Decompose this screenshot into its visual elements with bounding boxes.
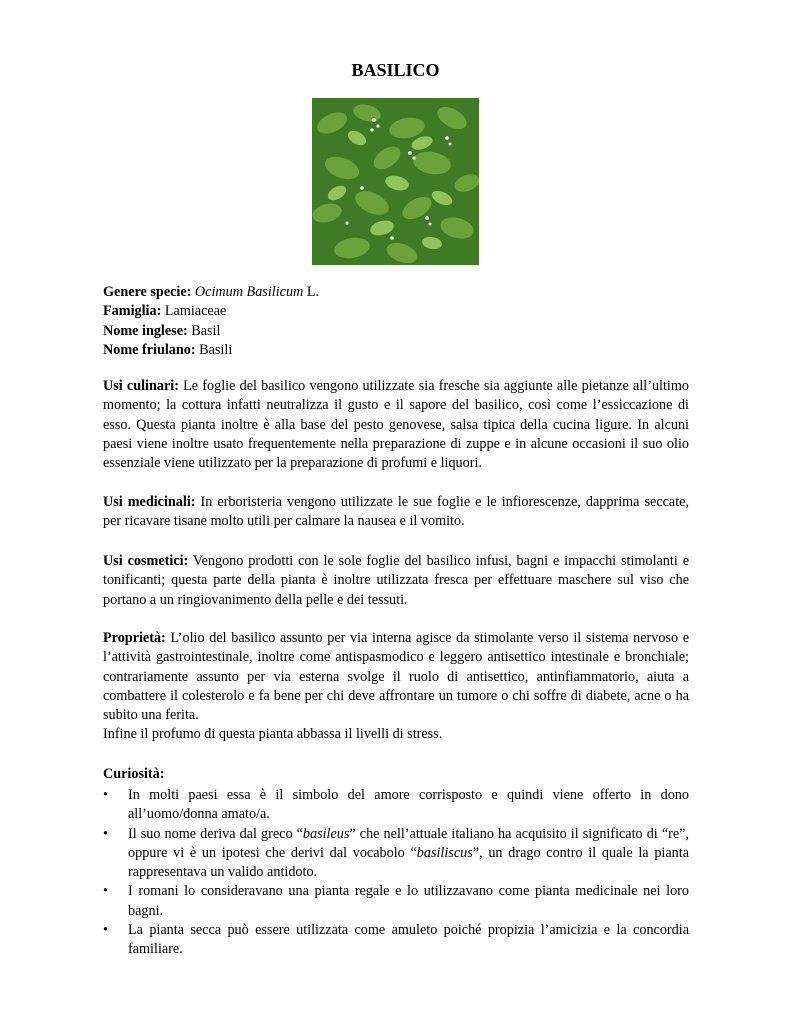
section-usi-cosmetici <box>103 552 689 610</box>
proprieta-text-2: Infine il profumo di questa pianta abbassa il livelli di stress. <box>103 726 443 743</box>
plant-info <box>103 283 693 360</box>
curiosita-item-2-basiliscus: basiliscus <box>416 844 473 861</box>
bullet-icon: • <box>103 883 108 900</box>
curiosita-heading: Curiosità: <box>103 766 165 782</box>
basil-leaves-illustration <box>312 98 479 265</box>
curiosita-item-2-basileus: basileus <box>302 825 350 842</box>
list-item <box>103 921 689 960</box>
section-usi-medicinali <box>103 493 689 532</box>
curiosita-item-2a: Il suo nome deriva dal greco “ <box>128 825 303 842</box>
usi-medicinali-label: Usi medicinali: <box>103 494 196 510</box>
curiosita-item-3: I romani lo consideravano una pianta regale e lo utilizzavano come pianta medicinale nei loro bagni. <box>128 883 689 919</box>
usi-culinari-text: Le foglie del basilico vengono utilizzate sia fresche sia aggiunte alle pietanze all’ultimo momento; la cottura infatti neutralizza il gusto e il sapore del basilico, così come l’essiccazione di esso. Questa pianta inoltre è alla base del pesto genovese, salsa tipica della cucina ligure. In alcuni paesi viene inoltre usato frequentemente nella preparazione di zuppe e in alcune occasioni il suo olio essenziale viene utilizzato per la preparazione di profumi e liquori. <box>103 378 689 472</box>
famiglia-label: Famiglia: <box>103 303 162 320</box>
proprieta-label: Proprietà: <box>103 630 166 646</box>
nome-friulano-value: Basili <box>195 341 233 358</box>
nome-friulano-label: Nome friulano: <box>103 341 196 358</box>
genere-value: Ocimum Basilicum <box>194 284 304 300</box>
curiosita-list <box>103 786 689 960</box>
usi-culinari-label: Usi culinari: <box>103 378 179 394</box>
list-item <box>103 825 689 883</box>
section-proprieta <box>103 629 689 745</box>
list-item <box>103 786 689 825</box>
usi-cosmetici-label: Usi cosmetici: <box>103 553 189 569</box>
curiosita-item-2e: ”, un drago contro il quale la pianta rappresentava un valido antidoto. <box>128 844 689 881</box>
famiglia-row <box>103 302 693 321</box>
nome-friulano-row <box>103 341 693 360</box>
section-usi-culinari <box>103 377 689 473</box>
curiosita-item-2c: ” che nell’attuale italiano ha acquisito il significato di “re”, oppure vi è un ipotesi che derivi dal vocabolo “ <box>128 825 689 861</box>
usi-cosmetici-text: Vengono prodotti con le sole foglie del basilico infusi, bagni e impacchi stimolanti e tonificanti; questa parte della pianta è inoltre utilizzata fresca per effettuare maschere sul viso che portano a un ringiovanimento della pelle e dei tessuti. <box>103 553 689 608</box>
nome-inglese-value: Basil <box>187 322 221 339</box>
page-title: BASILICO <box>351 60 440 80</box>
curiosita-item-4: La pianta secca può essere utilizzata come amuleto poiché propizia l’amicizia e la concordia familiare. <box>128 922 689 958</box>
genere-row <box>103 283 693 302</box>
basil-plant-photo <box>312 98 479 265</box>
genere-label: Genere specie: <box>103 284 192 300</box>
curiosita-item-1: In molti paesi essa è il simbolo del amore corrisposto e quindi viene offerto in dono all’uomo/donna amato/a. <box>128 787 689 823</box>
bullet-icon: • <box>103 825 108 842</box>
nome-inglese-row <box>103 322 693 341</box>
famiglia-value: Lamiaceae <box>161 303 227 320</box>
bullet-icon: • <box>103 787 108 803</box>
proprieta-text: L’olio del basilico assunto per via interna agisce da stimolante verso il sistema nervoso e l’attività gastrointestinale, inoltre come antispasmodico e leggero antisettico intestinale e bronchiale; contrariamente assunto per via esterna svolge il ruolo di antisettico, antinfiammatorio, aiuta a combattere il colesterolo e fa bene per chi deve affrontare un tumore o chi soffre di diabete, acne o ha subito una ferita. <box>103 630 689 724</box>
nome-inglese-label: Nome inglese: <box>103 322 188 339</box>
bullet-icon: • <box>103 922 108 939</box>
usi-medicinali-text: In erboristeria vengono utilizzate le sue foglie e le infiorescenze, dapprima seccate, per ricavare tisane molto utili per calmare la nausea e il vomito. <box>103 494 689 530</box>
list-item <box>103 882 689 921</box>
genere-author: L. <box>303 284 320 300</box>
